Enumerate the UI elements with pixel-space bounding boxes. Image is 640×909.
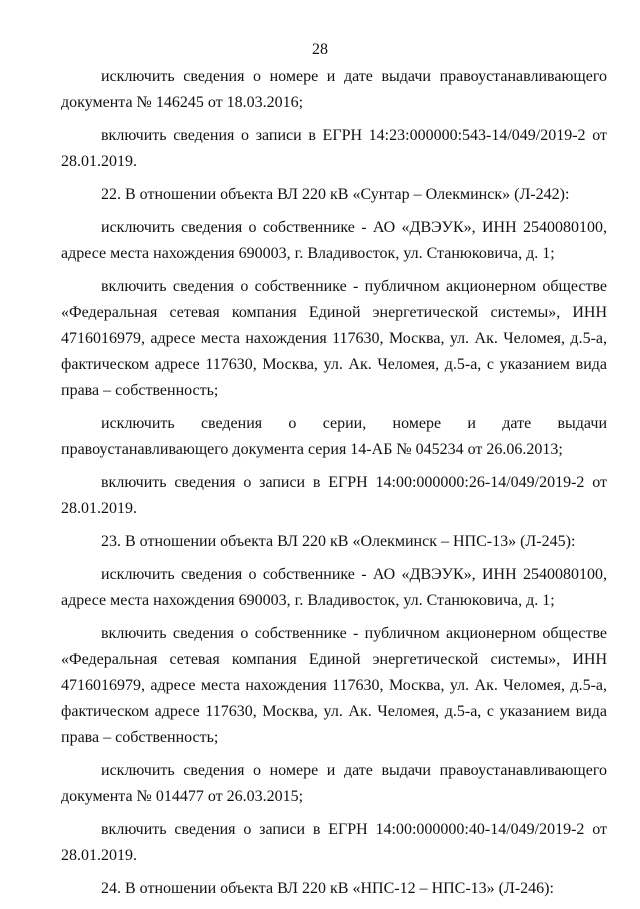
paragraph-include-owner-22: включить сведения о собственнике - публичном акционерном обществе «Федеральная сетевая компания Единой энергетической системы», ИНН 4716016979, адресе места нахождения 117630, Москва, ул. Ак. Челомея, д.5-а, фактическом адресе 117630, Москва, ул. Ак. Челомея, д.5-а, с указанием вида права – собственность; [61, 278, 607, 399]
document-body [61, 64, 607, 909]
paragraph-exclude-owner-23: исключить сведения о собственнике - АО «ДВЭУК», ИНН 2540080100, адресе места нахождения 690003, г. Владивосток, ул. Станюковича, д. 1; [61, 566, 607, 609]
section-heading-22: 22. В отношении объекта ВЛ 220 кВ «Сунтар – Олекминск» (Л-242): [101, 186, 570, 203]
paragraph-exclude-document-23: исключить сведения о номере и дате выдачи правоустанавливающего документа № 014477 от 26.03.2015; [61, 762, 607, 805]
section-heading-24: 24. В отношении объекта ВЛ 220 кВ «НПС-12 – НПС-13» (Л-246): [101, 880, 554, 897]
paragraph-exclude-document-22: исключить сведения о серии, номере и дате выдачи правоустанавливающего документа серия 14-АБ № 045234 от 26.06.2013; [61, 415, 607, 458]
section-heading-23: 23. В отношении объекта ВЛ 220 кВ «Олекминск – НПС-13» (Л-245): [101, 533, 576, 550]
paragraph-include-egrn-22: включить сведения о записи в ЕГРН 14:00:000000:26-14/049/2019-2 от 28.01.2019. [61, 474, 607, 517]
page-number: 28 [312, 41, 328, 58]
paragraph-include-owner-23: включить сведения о собственнике - публичном акционерном обществе «Федеральная сетевая компания Единой энергетической системы», ИНН 4716016979, адресе места нахождения 117630, Москва, ул. Ак. Челомея, д.5-а, фактическом адресе 117630, Москва, ул. Ак. Челомея, д.5-а, с указанием вида права – собственность; [61, 625, 607, 746]
paragraph-exclude-owner-22: исключить сведения о собственнике - АО «ДВЭУК», ИНН 2540080100, адресе места нахождения 690003, г. Владивосток, ул. Станюковича, д. 1; [61, 219, 607, 262]
paragraph-include-egrn-1: включить сведения о записи в ЕГРН 14:23:000000:543-14/049/2019-2 от 28.01.2019. [61, 127, 607, 170]
paragraph-exclude-document-1: исключить сведения о номере и дате выдачи правоустанавливающего документа № 146245 от 18.03.2016; [61, 68, 607, 111]
paragraph-include-egrn-23: включить сведения о записи в ЕГРН 14:00:000000:40-14/049/2019-2 от 28.01.2019. [61, 821, 607, 864]
